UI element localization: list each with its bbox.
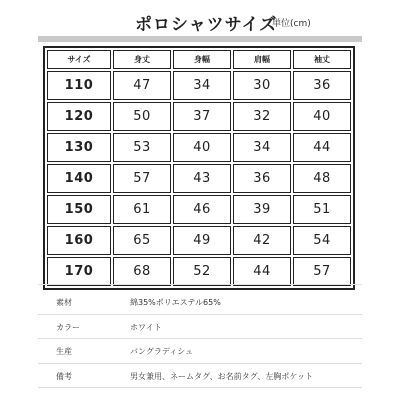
header-bar xyxy=(38,36,362,42)
detail-label: カラー xyxy=(56,322,80,332)
shoulder-cell: 42 xyxy=(233,226,291,255)
length-cell: 47 xyxy=(113,71,171,100)
size-cell: 160 xyxy=(47,226,111,255)
shoulder-cell: 39 xyxy=(233,195,291,224)
unit-label: 単位(cm) xyxy=(272,19,311,29)
detail-row-notes xyxy=(38,364,362,389)
table-row xyxy=(47,71,351,100)
size-cell: 110 xyxy=(47,71,111,100)
title-row xyxy=(0,10,400,34)
shoulder-cell: 36 xyxy=(233,164,291,193)
detail-value: ホワイト xyxy=(130,322,162,332)
detail-value: 綿35%ポリエステル65% xyxy=(130,298,221,307)
table-row xyxy=(47,102,351,131)
size-cell: 150 xyxy=(47,195,111,224)
width-cell: 49 xyxy=(173,226,231,255)
sleeve-cell: 40 xyxy=(293,102,351,131)
sleeve-cell: 36 xyxy=(293,71,351,100)
column-header-width: 身幅 xyxy=(173,50,231,69)
size-cell: 140 xyxy=(47,164,111,193)
table-row xyxy=(47,257,351,286)
table-row xyxy=(47,133,351,162)
table-row xyxy=(47,195,351,224)
sleeve-cell: 44 xyxy=(293,133,351,162)
size-cell: 120 xyxy=(47,102,111,131)
width-cell: 34 xyxy=(173,71,231,100)
detail-row-material xyxy=(38,290,362,315)
size-table xyxy=(43,46,355,290)
column-header-length: 身丈 xyxy=(113,50,171,69)
width-cell: 52 xyxy=(173,257,231,286)
size-cell: 130 xyxy=(47,133,111,162)
column-header-sleeve: 袖丈 xyxy=(293,50,351,69)
length-cell: 53 xyxy=(113,133,171,162)
detail-row-origin xyxy=(38,339,362,364)
width-cell: 46 xyxy=(173,195,231,224)
length-cell: 65 xyxy=(113,226,171,255)
sleeve-cell: 57 xyxy=(293,257,351,286)
shoulder-cell: 30 xyxy=(233,71,291,100)
sleeve-cell: 51 xyxy=(293,195,351,224)
table-row xyxy=(47,164,351,193)
column-header-size: サイズ xyxy=(47,50,111,69)
section-divider xyxy=(38,284,362,285)
length-cell: 68 xyxy=(113,257,171,286)
detail-label: 生産 xyxy=(56,347,72,356)
table-row xyxy=(47,226,351,255)
detail-label: 備考 xyxy=(56,371,72,381)
column-header-shoulder: 肩幅 xyxy=(233,50,291,69)
sleeve-cell: 54 xyxy=(293,226,351,255)
table-header-row xyxy=(47,50,351,69)
width-cell: 43 xyxy=(173,164,231,193)
product-details xyxy=(38,290,362,388)
length-cell: 61 xyxy=(113,195,171,224)
page-title: ポロシャツサイズ xyxy=(135,15,278,35)
shoulder-cell: 44 xyxy=(233,257,291,286)
width-cell: 40 xyxy=(173,133,231,162)
length-cell: 50 xyxy=(113,102,171,131)
detail-row-color xyxy=(38,315,362,340)
size-cell: 170 xyxy=(47,257,111,286)
length-cell: 57 xyxy=(113,164,171,193)
detail-value: 男女兼用、ネームタグ、お名前タグ、左胸ポケット xyxy=(130,371,313,381)
shoulder-cell: 34 xyxy=(233,133,291,162)
width-cell: 37 xyxy=(173,102,231,131)
shoulder-cell: 32 xyxy=(233,102,291,131)
detail-value: バングラディシュ xyxy=(130,347,194,356)
detail-label: 素材 xyxy=(56,298,72,307)
sleeve-cell: 48 xyxy=(293,164,351,193)
